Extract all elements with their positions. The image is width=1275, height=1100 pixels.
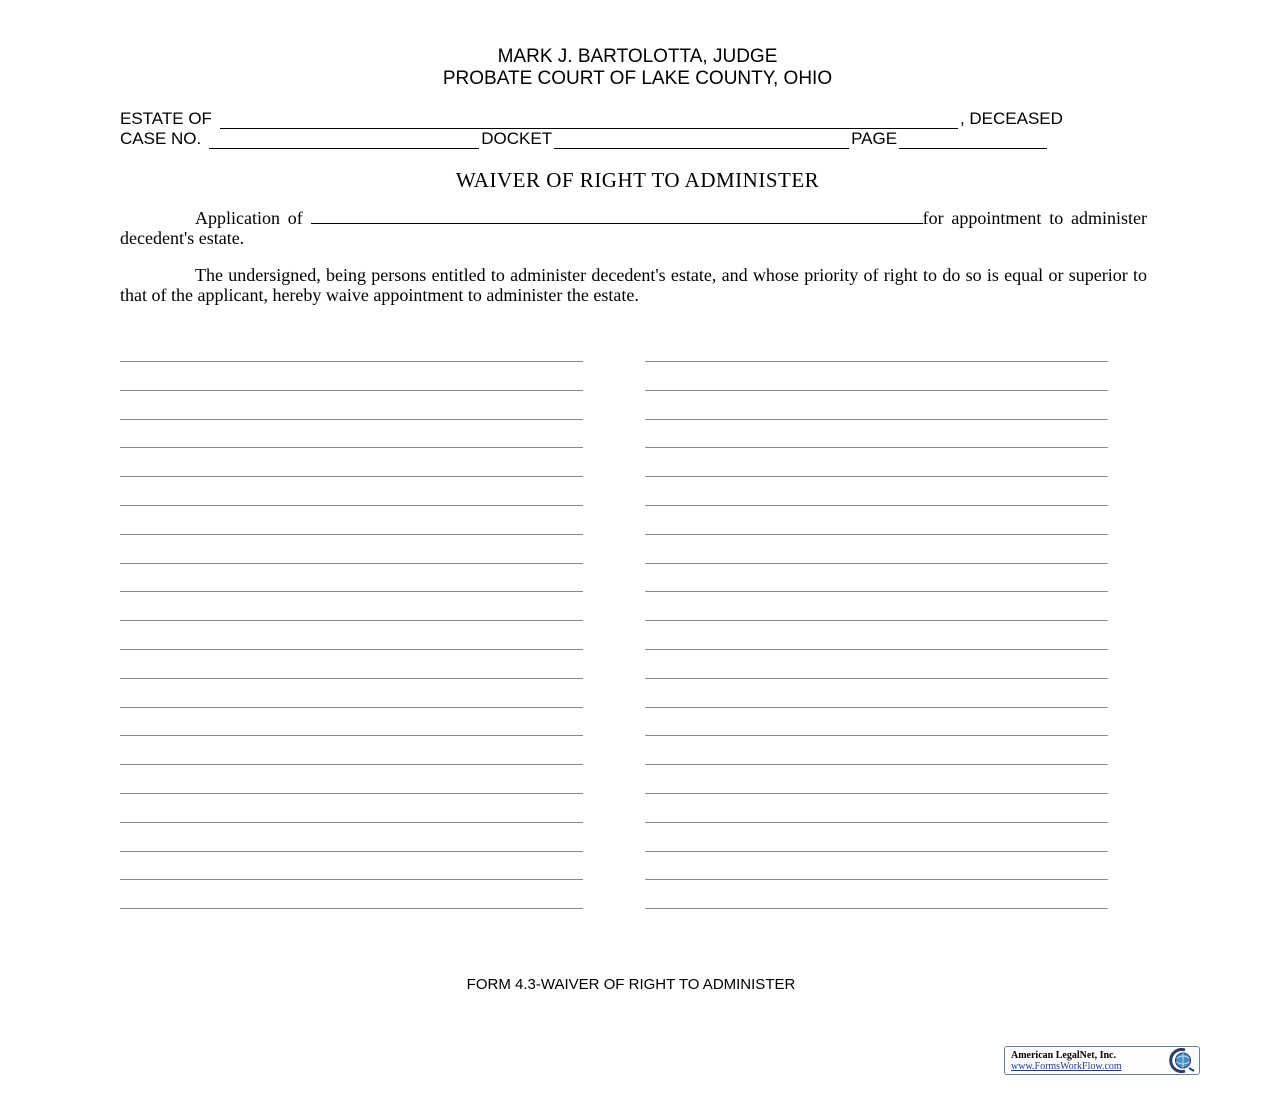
court-header (0, 46, 1275, 90)
form-footer: FORM 4.3-WAIVER OF RIGHT TO ADMINISTER (466, 976, 796, 993)
globe-emblem-icon (1163, 1048, 1197, 1073)
docket-field[interactable] (554, 134, 849, 149)
signature-line[interactable] (120, 735, 583, 736)
signature-line[interactable] (120, 476, 583, 477)
signature-line[interactable] (120, 419, 583, 420)
deceased-label: , DECEASED (959, 109, 1063, 128)
signature-line[interactable] (645, 534, 1108, 535)
application-prefix: Application of (195, 208, 303, 228)
signature-line[interactable] (645, 591, 1108, 592)
publisher-logo (1004, 1046, 1200, 1075)
signature-line[interactable] (645, 908, 1108, 909)
signature-line[interactable] (645, 735, 1108, 736)
signature-line[interactable] (120, 822, 583, 823)
case-row (120, 129, 1094, 149)
signature-line[interactable] (120, 678, 583, 679)
form-title: WAIVER OF RIGHT TO ADMINISTER (455, 168, 820, 192)
signature-line[interactable] (120, 361, 583, 362)
signature-line[interactable] (120, 764, 583, 765)
case-number-label: CASE NO. (120, 129, 202, 148)
signature-line[interactable] (645, 707, 1108, 708)
signature-line[interactable] (120, 793, 583, 794)
estate-label: ESTATE OF (120, 109, 212, 128)
page-label: PAGE (851, 129, 898, 148)
case-number-field[interactable] (209, 134, 479, 149)
signature-line[interactable] (120, 505, 583, 506)
signature-line[interactable] (645, 505, 1108, 506)
signature-line[interactable] (120, 447, 583, 448)
estate-row (120, 109, 1098, 129)
signature-line[interactable] (645, 793, 1108, 794)
signature-line[interactable] (645, 476, 1108, 477)
application-paragraph (120, 209, 1147, 248)
signature-line[interactable] (645, 764, 1108, 765)
signature-line[interactable] (120, 649, 583, 650)
signature-line[interactable] (120, 534, 583, 535)
signature-line[interactable] (120, 879, 583, 880)
logo-url-link[interactable]: www.FormsWorkFlow.com (1011, 1061, 1122, 1072)
signature-line[interactable] (120, 707, 583, 708)
logo-company: American LegalNet, Inc. (1011, 1050, 1116, 1061)
signature-line[interactable] (120, 908, 583, 909)
signature-line[interactable] (645, 649, 1108, 650)
page-field[interactable] (899, 134, 1047, 149)
signature-line[interactable] (120, 591, 583, 592)
judge-name: MARK J. BARTOLOTTA, JUDGE (497, 46, 778, 67)
signature-line[interactable] (120, 851, 583, 852)
court-name: PROBATE COURT OF LAKE COUNTY, OHIO (442, 68, 833, 89)
signature-line[interactable] (645, 879, 1108, 880)
signature-line[interactable] (645, 822, 1108, 823)
signature-line[interactable] (645, 851, 1108, 852)
signature-line[interactable] (120, 390, 583, 391)
waiver-statement: The undersigned, being persons entitled to administer decedent's estate, and whose priority of right to do so is equal or superior to that of the applicant, hereby waive appointment to administer the estate. (120, 265, 1147, 305)
docket-label: DOCKET (481, 129, 553, 148)
signature-line[interactable] (645, 620, 1108, 621)
signature-line[interactable] (645, 390, 1108, 391)
signature-line[interactable] (645, 419, 1108, 420)
signature-line[interactable] (645, 361, 1108, 362)
signature-line[interactable] (645, 678, 1108, 679)
signature-line[interactable] (645, 563, 1108, 564)
waiver-paragraph (120, 266, 1147, 305)
estate-name-field[interactable] (220, 114, 958, 129)
application-suffix: for appointment to administer decedent's estate. (120, 208, 1147, 248)
signature-line[interactable] (645, 447, 1108, 448)
signature-line[interactable] (120, 563, 583, 564)
signature-line[interactable] (120, 620, 583, 621)
applicant-name-field[interactable] (311, 209, 923, 224)
